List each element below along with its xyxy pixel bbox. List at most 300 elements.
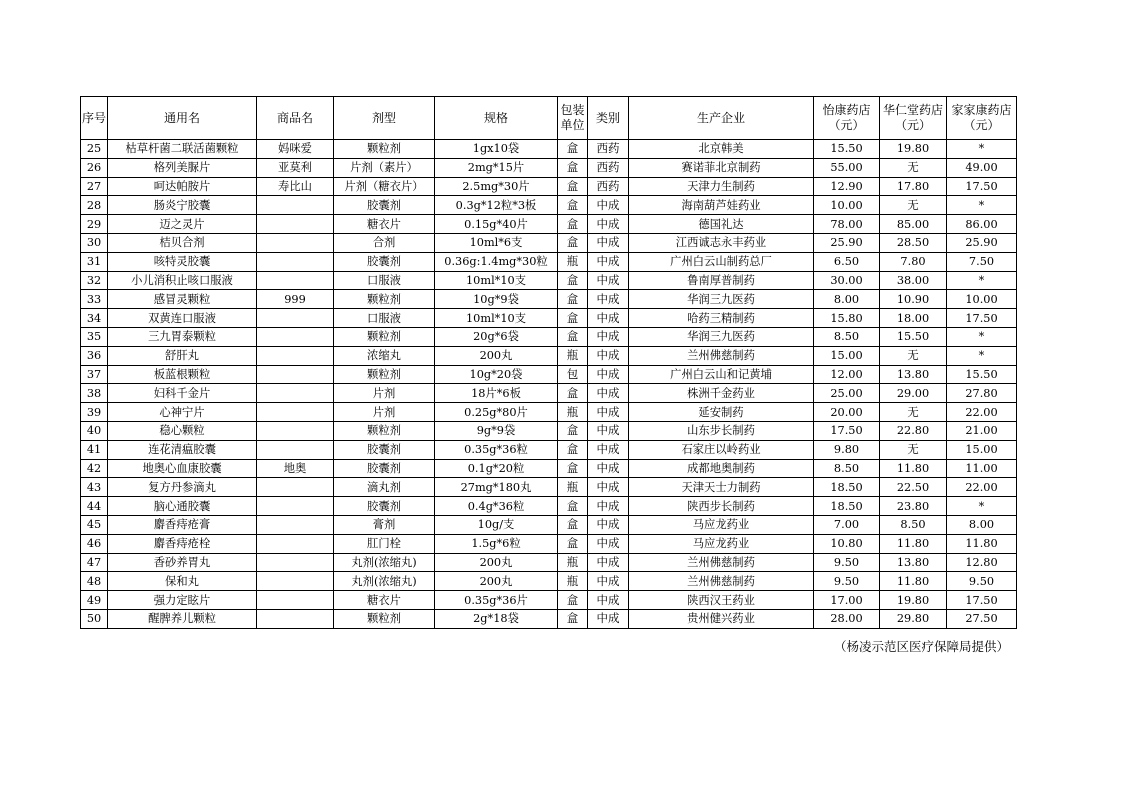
- cell-manufacturer: 德国礼达: [629, 215, 814, 234]
- cell-manufacturer: 延安制药: [629, 403, 814, 422]
- cell-generic-name: 醒脾养儿颗粒: [108, 609, 257, 628]
- cell-package-unit: 盒: [558, 515, 588, 534]
- cell-generic-name: 稳心颗粒: [108, 421, 257, 440]
- table-row: [81, 271, 1017, 290]
- header-index: 序号: [81, 97, 108, 140]
- cell-specification: 0.35g*36片: [435, 591, 558, 610]
- cell-yikang-price: 17.50: [814, 421, 880, 440]
- cell-package-unit: 瓶: [558, 572, 588, 591]
- cell-category: 中成: [588, 271, 629, 290]
- cell-category: 西药: [588, 140, 629, 159]
- cell-brand-name: 妈咪爱: [257, 140, 334, 159]
- cell-specification: 0.1g*20粒: [435, 459, 558, 478]
- cell-jiajiakang-price: 86.00: [947, 215, 1017, 234]
- cell-huarentang-price: 10.90: [880, 290, 947, 309]
- cell-specification: 2.5mg*30片: [435, 177, 558, 196]
- cell-jiajiakang-price: 25.90: [947, 233, 1017, 252]
- cell-brand-name: [257, 609, 334, 628]
- cell-package-unit: 盒: [558, 609, 588, 628]
- cell-index: 46: [81, 534, 108, 553]
- cell-index: 45: [81, 515, 108, 534]
- cell-yikang-price: 15.00: [814, 346, 880, 365]
- cell-category: 中成: [588, 196, 629, 215]
- cell-dosage-form: 浓缩丸: [334, 346, 435, 365]
- cell-manufacturer: 天津天士力制药: [629, 478, 814, 497]
- cell-index: 39: [81, 403, 108, 422]
- cell-yikang-price: 9.50: [814, 572, 880, 591]
- cell-generic-name: 心神宁片: [108, 403, 257, 422]
- cell-specification: 27mg*180丸: [435, 478, 558, 497]
- table-row: [81, 158, 1017, 177]
- cell-manufacturer: 陕西步长制药: [629, 497, 814, 516]
- cell-manufacturer: 陕西汉王药业: [629, 591, 814, 610]
- cell-category: 中成: [588, 534, 629, 553]
- cell-index: 29: [81, 215, 108, 234]
- cell-category: 中成: [588, 478, 629, 497]
- cell-jiajiakang-price: 11.80: [947, 534, 1017, 553]
- cell-index: 31: [81, 252, 108, 271]
- table-row: [81, 478, 1017, 497]
- cell-yikang-price: 18.50: [814, 497, 880, 516]
- cell-category: 中成: [588, 553, 629, 572]
- cell-category: 中成: [588, 459, 629, 478]
- cell-generic-name: 咳特灵胶囊: [108, 252, 257, 271]
- cell-huarentang-price: 11.80: [880, 459, 947, 478]
- cell-category: 中成: [588, 497, 629, 516]
- table-body: [81, 140, 1017, 629]
- cell-category: 中成: [588, 384, 629, 403]
- cell-yikang-price: 10.80: [814, 534, 880, 553]
- cell-jiajiakang-price: *: [947, 346, 1017, 365]
- cell-package-unit: 瓶: [558, 403, 588, 422]
- cell-dosage-form: 颗粒剂: [334, 421, 435, 440]
- table-row: [81, 497, 1017, 516]
- cell-package-unit: 盒: [558, 271, 588, 290]
- cell-index: 49: [81, 591, 108, 610]
- cell-dosage-form: 口服液: [334, 309, 435, 328]
- header-jiajiakang-price: 家家康药店（元）: [947, 97, 1017, 140]
- cell-manufacturer: 山东步长制药: [629, 421, 814, 440]
- cell-manufacturer: 广州白云山和记黄埔: [629, 365, 814, 384]
- cell-category: 中成: [588, 252, 629, 271]
- cell-manufacturer: 株洲千金药业: [629, 384, 814, 403]
- cell-jiajiakang-price: 21.00: [947, 421, 1017, 440]
- cell-generic-name: 麝香痔疮膏: [108, 515, 257, 534]
- table-row: [81, 515, 1017, 534]
- cell-specification: 0.25g*80片: [435, 403, 558, 422]
- cell-yikang-price: 8.50: [814, 327, 880, 346]
- cell-package-unit: 盒: [558, 158, 588, 177]
- cell-package-unit: 盒: [558, 327, 588, 346]
- cell-package-unit: 盒: [558, 233, 588, 252]
- cell-specification: 18片*6板: [435, 384, 558, 403]
- cell-specification: 0.36g:1.4mg*30粒: [435, 252, 558, 271]
- cell-jiajiakang-price: 7.50: [947, 252, 1017, 271]
- cell-index: 50: [81, 609, 108, 628]
- cell-yikang-price: 28.00: [814, 609, 880, 628]
- cell-dosage-form: 胶囊剂: [334, 196, 435, 215]
- cell-manufacturer: 兰州佛慈制药: [629, 572, 814, 591]
- cell-dosage-form: 颗粒剂: [334, 290, 435, 309]
- cell-huarentang-price: 17.80: [880, 177, 947, 196]
- cell-jiajiakang-price: *: [947, 140, 1017, 159]
- cell-package-unit: 盒: [558, 459, 588, 478]
- cell-huarentang-price: 无: [880, 196, 947, 215]
- table-row: [81, 346, 1017, 365]
- cell-package-unit: 包: [558, 365, 588, 384]
- table-row: [81, 177, 1017, 196]
- table-row: [81, 459, 1017, 478]
- cell-dosage-form: 颗粒剂: [334, 327, 435, 346]
- cell-brand-name: [257, 309, 334, 328]
- cell-brand-name: [257, 233, 334, 252]
- cell-category: 中成: [588, 346, 629, 365]
- cell-huarentang-price: 无: [880, 346, 947, 365]
- header-category: 类别: [588, 97, 629, 140]
- cell-dosage-form: 合剂: [334, 233, 435, 252]
- cell-generic-name: 迈之灵片: [108, 215, 257, 234]
- cell-yikang-price: 12.00: [814, 365, 880, 384]
- cell-generic-name: 感冒灵颗粒: [108, 290, 257, 309]
- cell-yikang-price: 15.80: [814, 309, 880, 328]
- cell-package-unit: 盒: [558, 215, 588, 234]
- cell-generic-name: 呵达帕胺片: [108, 177, 257, 196]
- cell-dosage-form: 糖衣片: [334, 215, 435, 234]
- cell-index: 38: [81, 384, 108, 403]
- cell-yikang-price: 9.80: [814, 440, 880, 459]
- cell-jiajiakang-price: 49.00: [947, 158, 1017, 177]
- cell-huarentang-price: 38.00: [880, 271, 947, 290]
- cell-huarentang-price: 无: [880, 403, 947, 422]
- cell-index: 27: [81, 177, 108, 196]
- cell-huarentang-price: 无: [880, 158, 947, 177]
- cell-specification: 10ml*6支: [435, 233, 558, 252]
- table-row: [81, 609, 1017, 628]
- table-row: [81, 384, 1017, 403]
- cell-specification: 1gx10袋: [435, 140, 558, 159]
- table-row: [81, 534, 1017, 553]
- cell-index: 32: [81, 271, 108, 290]
- table-row: [81, 327, 1017, 346]
- cell-dosage-form: 颗粒剂: [334, 140, 435, 159]
- cell-dosage-form: 颗粒剂: [334, 365, 435, 384]
- table-row: [81, 196, 1017, 215]
- cell-package-unit: 瓶: [558, 346, 588, 365]
- cell-package-unit: 瓶: [558, 553, 588, 572]
- table-row: [81, 440, 1017, 459]
- cell-manufacturer: 哈药三精制药: [629, 309, 814, 328]
- cell-manufacturer: 江西诚志永丰药业: [629, 233, 814, 252]
- cell-category: 中成: [588, 327, 629, 346]
- cell-generic-name: 格列美脲片: [108, 158, 257, 177]
- cell-package-unit: 盒: [558, 309, 588, 328]
- cell-specification: 10ml*10支: [435, 271, 558, 290]
- header-brand-name: 商品名: [257, 97, 334, 140]
- cell-manufacturer: 天津力生制药: [629, 177, 814, 196]
- cell-specification: 1.5g*6粒: [435, 534, 558, 553]
- table-row: [81, 365, 1017, 384]
- cell-manufacturer: 华润三九医药: [629, 327, 814, 346]
- cell-dosage-form: 片剂: [334, 384, 435, 403]
- cell-jiajiakang-price: *: [947, 497, 1017, 516]
- cell-specification: 200丸: [435, 346, 558, 365]
- cell-huarentang-price: 15.50: [880, 327, 947, 346]
- cell-huarentang-price: 22.80: [880, 421, 947, 440]
- cell-category: 中成: [588, 421, 629, 440]
- cell-specification: 10g/支: [435, 515, 558, 534]
- table-row: [81, 403, 1017, 422]
- table-row: [81, 233, 1017, 252]
- cell-category: 中成: [588, 572, 629, 591]
- cell-brand-name: [257, 403, 334, 422]
- cell-index: 30: [81, 233, 108, 252]
- cell-dosage-form: 胶囊剂: [334, 440, 435, 459]
- cell-specification: 0.4g*36粒: [435, 497, 558, 516]
- cell-brand-name: [257, 534, 334, 553]
- cell-generic-name: 连花清瘟胶囊: [108, 440, 257, 459]
- source-note: （杨凌示范区医疗保障局提供）: [834, 639, 1010, 654]
- cell-brand-name: [257, 252, 334, 271]
- cell-dosage-form: 丸剂(浓缩丸): [334, 553, 435, 572]
- cell-dosage-form: 滴丸剂: [334, 478, 435, 497]
- cell-jiajiakang-price: 17.50: [947, 309, 1017, 328]
- cell-yikang-price: 15.50: [814, 140, 880, 159]
- cell-yikang-price: 30.00: [814, 271, 880, 290]
- cell-generic-name: 肠炎宁胶囊: [108, 196, 257, 215]
- cell-dosage-form: 胶囊剂: [334, 252, 435, 271]
- cell-manufacturer: 赛诺菲北京制药: [629, 158, 814, 177]
- cell-jiajiakang-price: 12.80: [947, 553, 1017, 572]
- cell-specification: 20g*6袋: [435, 327, 558, 346]
- cell-index: 48: [81, 572, 108, 591]
- cell-category: 中成: [588, 609, 629, 628]
- cell-category: 中成: [588, 440, 629, 459]
- cell-huarentang-price: 8.50: [880, 515, 947, 534]
- cell-manufacturer: 兰州佛慈制药: [629, 553, 814, 572]
- cell-dosage-form: 膏剂: [334, 515, 435, 534]
- cell-generic-name: 地奥心血康胶囊: [108, 459, 257, 478]
- cell-category: 中成: [588, 515, 629, 534]
- cell-package-unit: 盒: [558, 196, 588, 215]
- cell-jiajiakang-price: 27.50: [947, 609, 1017, 628]
- cell-specification: 0.3g*12粒*3板: [435, 196, 558, 215]
- cell-package-unit: 盒: [558, 421, 588, 440]
- cell-brand-name: 999: [257, 290, 334, 309]
- cell-huarentang-price: 28.50: [880, 233, 947, 252]
- cell-package-unit: 盒: [558, 177, 588, 196]
- cell-brand-name: [257, 327, 334, 346]
- cell-index: 26: [81, 158, 108, 177]
- cell-index: 36: [81, 346, 108, 365]
- cell-manufacturer: 成都地奥制药: [629, 459, 814, 478]
- cell-generic-name: 妇科千金片: [108, 384, 257, 403]
- cell-generic-name: 板蓝根颗粒: [108, 365, 257, 384]
- cell-dosage-form: 片剂（素片）: [334, 158, 435, 177]
- table-row: [81, 553, 1017, 572]
- header-package-unit: 包装单位: [558, 97, 588, 140]
- cell-jiajiakang-price: 9.50: [947, 572, 1017, 591]
- cell-index: 42: [81, 459, 108, 478]
- cell-dosage-form: 片剂: [334, 403, 435, 422]
- cell-yikang-price: 55.00: [814, 158, 880, 177]
- cell-manufacturer: 贵州健兴药业: [629, 609, 814, 628]
- cell-dosage-form: 片剂（糖衣片）: [334, 177, 435, 196]
- cell-yikang-price: 12.90: [814, 177, 880, 196]
- cell-yikang-price: 6.50: [814, 252, 880, 271]
- cell-index: 43: [81, 478, 108, 497]
- cell-huarentang-price: 19.80: [880, 591, 947, 610]
- cell-index: 35: [81, 327, 108, 346]
- cell-generic-name: 脑心通胶囊: [108, 497, 257, 516]
- table-row: [81, 140, 1017, 159]
- table-row: [81, 421, 1017, 440]
- cell-manufacturer: 北京韩美: [629, 140, 814, 159]
- cell-category: 中成: [588, 215, 629, 234]
- cell-huarentang-price: 11.80: [880, 572, 947, 591]
- cell-package-unit: 盒: [558, 440, 588, 459]
- cell-manufacturer: 石家庄以岭药业: [629, 440, 814, 459]
- cell-jiajiakang-price: *: [947, 271, 1017, 290]
- cell-dosage-form: 糖衣片: [334, 591, 435, 610]
- cell-brand-name: [257, 478, 334, 497]
- cell-huarentang-price: 11.80: [880, 534, 947, 553]
- cell-yikang-price: 17.00: [814, 591, 880, 610]
- cell-huarentang-price: 29.00: [880, 384, 947, 403]
- cell-index: 28: [81, 196, 108, 215]
- cell-package-unit: 瓶: [558, 478, 588, 497]
- cell-specification: 10g*9袋: [435, 290, 558, 309]
- table-row: [81, 572, 1017, 591]
- cell-generic-name: 保和丸: [108, 572, 257, 591]
- cell-dosage-form: 丸剂(浓缩丸): [334, 572, 435, 591]
- cell-package-unit: 盒: [558, 140, 588, 159]
- cell-yikang-price: 8.50: [814, 459, 880, 478]
- cell-manufacturer: 兰州佛慈制药: [629, 346, 814, 365]
- cell-generic-name: 枯草杆菌二联活菌颗粒: [108, 140, 257, 159]
- cell-brand-name: [257, 591, 334, 610]
- cell-category: 中成: [588, 591, 629, 610]
- cell-brand-name: [257, 515, 334, 534]
- cell-package-unit: 盒: [558, 497, 588, 516]
- cell-jiajiakang-price: 27.80: [947, 384, 1017, 403]
- cell-brand-name: [257, 553, 334, 572]
- cell-huarentang-price: 13.80: [880, 365, 947, 384]
- cell-specification: 9g*9袋: [435, 421, 558, 440]
- cell-huarentang-price: 13.80: [880, 553, 947, 572]
- cell-huarentang-price: 无: [880, 440, 947, 459]
- cell-huarentang-price: 7.80: [880, 252, 947, 271]
- header-generic-name: 通用名: [108, 97, 257, 140]
- cell-index: 47: [81, 553, 108, 572]
- header-yikang-price: 怡康药店（元）: [814, 97, 880, 140]
- cell-index: 37: [81, 365, 108, 384]
- cell-yikang-price: 78.00: [814, 215, 880, 234]
- cell-category: 中成: [588, 403, 629, 422]
- cell-dosage-form: 胶囊剂: [334, 459, 435, 478]
- cell-specification: 2mg*15片: [435, 158, 558, 177]
- cell-dosage-form: 颗粒剂: [334, 609, 435, 628]
- cell-brand-name: 寿比山: [257, 177, 334, 196]
- cell-jiajiakang-price: 11.00: [947, 459, 1017, 478]
- header-specification: 规格: [435, 97, 558, 140]
- cell-manufacturer: 广州白云山制药总厂: [629, 252, 814, 271]
- cell-generic-name: 小儿消积止咳口服液: [108, 271, 257, 290]
- cell-brand-name: [257, 497, 334, 516]
- cell-dosage-form: 口服液: [334, 271, 435, 290]
- cell-manufacturer: 鲁南厚普制药: [629, 271, 814, 290]
- cell-index: 41: [81, 440, 108, 459]
- cell-yikang-price: 8.00: [814, 290, 880, 309]
- table-row: [81, 290, 1017, 309]
- cell-category: 西药: [588, 177, 629, 196]
- cell-index: 40: [81, 421, 108, 440]
- cell-brand-name: 地奥: [257, 459, 334, 478]
- cell-package-unit: 盒: [558, 591, 588, 610]
- header-huarentang-price: 华仁堂药店（元）: [880, 97, 947, 140]
- cell-yikang-price: 20.00: [814, 403, 880, 422]
- cell-package-unit: 盒: [558, 534, 588, 553]
- cell-specification: 0.15g*40片: [435, 215, 558, 234]
- table-row: [81, 252, 1017, 271]
- cell-jiajiakang-price: 22.00: [947, 478, 1017, 497]
- cell-jiajiakang-price: *: [947, 327, 1017, 346]
- cell-generic-name: 桔贝合剂: [108, 233, 257, 252]
- cell-jiajiakang-price: *: [947, 196, 1017, 215]
- cell-package-unit: 盒: [558, 290, 588, 309]
- cell-brand-name: [257, 365, 334, 384]
- cell-category: 中成: [588, 365, 629, 384]
- cell-yikang-price: 25.00: [814, 384, 880, 403]
- cell-brand-name: 亚莫利: [257, 158, 334, 177]
- cell-specification: 2g*18袋: [435, 609, 558, 628]
- cell-yikang-price: 10.00: [814, 196, 880, 215]
- cell-jiajiakang-price: 17.50: [947, 177, 1017, 196]
- cell-huarentang-price: 23.80: [880, 497, 947, 516]
- price-table: [80, 96, 1017, 629]
- cell-generic-name: 三九胃泰颗粒: [108, 327, 257, 346]
- cell-index: 34: [81, 309, 108, 328]
- cell-yikang-price: 25.90: [814, 233, 880, 252]
- cell-brand-name: [257, 346, 334, 365]
- cell-yikang-price: 7.00: [814, 515, 880, 534]
- header-dosage-form: 剂型: [334, 97, 435, 140]
- cell-huarentang-price: 22.50: [880, 478, 947, 497]
- table-row: [81, 309, 1017, 328]
- cell-huarentang-price: 18.00: [880, 309, 947, 328]
- cell-generic-name: 舒肝丸: [108, 346, 257, 365]
- cell-manufacturer: 海南葫芦娃药业: [629, 196, 814, 215]
- cell-package-unit: 瓶: [558, 252, 588, 271]
- cell-brand-name: [257, 384, 334, 403]
- cell-huarentang-price: 29.80: [880, 609, 947, 628]
- cell-brand-name: [257, 421, 334, 440]
- cell-index: 33: [81, 290, 108, 309]
- cell-yikang-price: 18.50: [814, 478, 880, 497]
- cell-category: 中成: [588, 233, 629, 252]
- cell-jiajiakang-price: 8.00: [947, 515, 1017, 534]
- cell-brand-name: [257, 440, 334, 459]
- cell-generic-name: 香砂养胃丸: [108, 553, 257, 572]
- cell-specification: 0.35g*36粒: [435, 440, 558, 459]
- cell-specification: 200丸: [435, 553, 558, 572]
- cell-specification: 10g*20袋: [435, 365, 558, 384]
- cell-package-unit: 盒: [558, 384, 588, 403]
- cell-generic-name: 复方丹参滴丸: [108, 478, 257, 497]
- cell-jiajiakang-price: 15.50: [947, 365, 1017, 384]
- cell-dosage-form: 胶囊剂: [334, 497, 435, 516]
- cell-category: 中成: [588, 309, 629, 328]
- cell-brand-name: [257, 572, 334, 591]
